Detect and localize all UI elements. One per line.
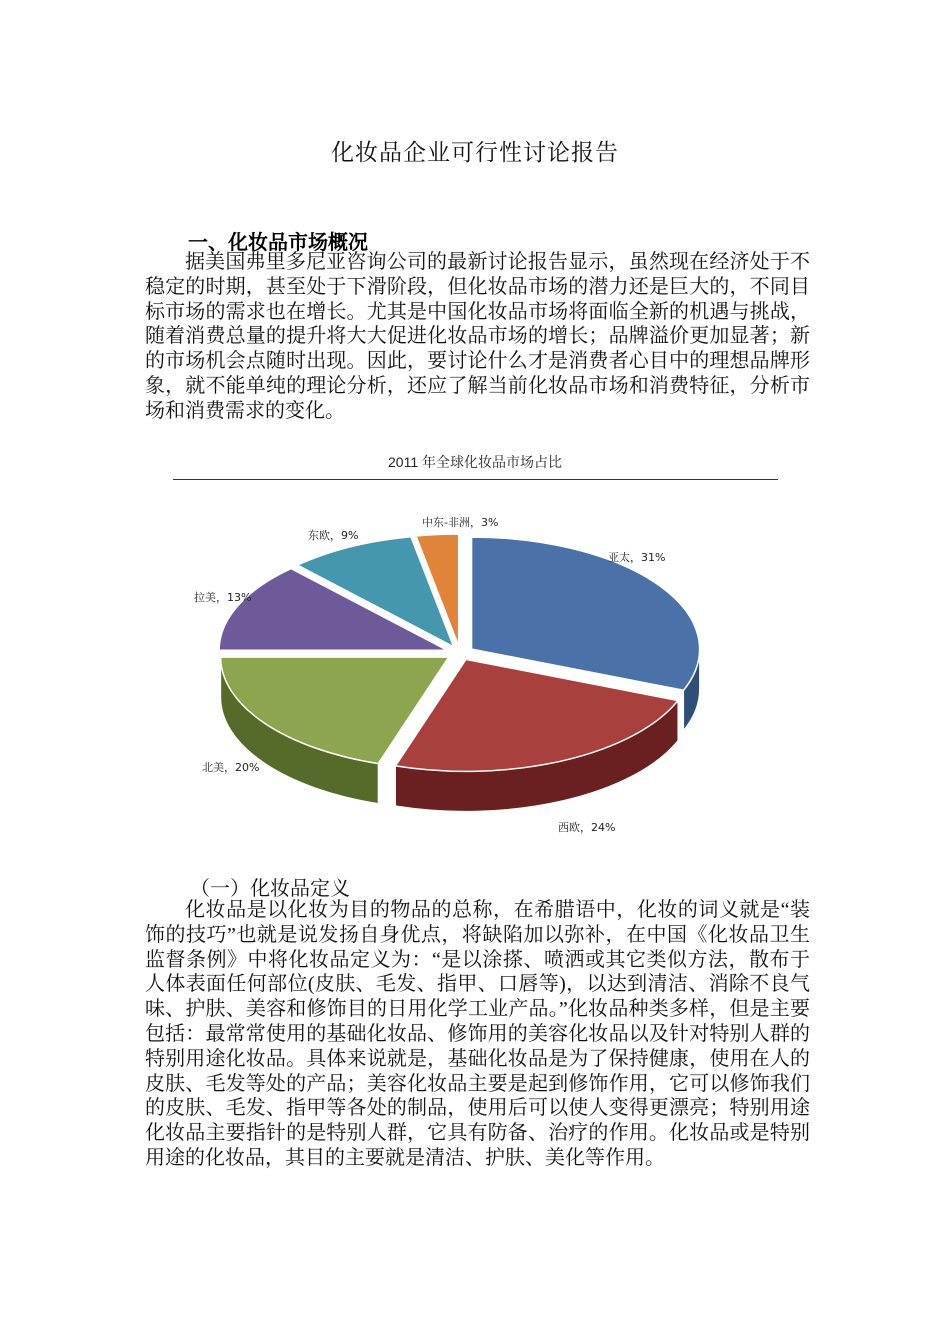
chart-title-rule: [173, 479, 778, 480]
slice-label: 东欧，9%: [308, 529, 359, 542]
slice-label: 西欧，24%: [558, 821, 616, 834]
document-title: 化妆品企业可行性讨论报告: [331, 139, 619, 165]
slice-label: 北美，20%: [202, 761, 260, 774]
chart-title: 2011 年全球化妆品市场占比: [388, 454, 562, 470]
slice-label: 拉美，13%: [194, 591, 252, 604]
slice-label: 中东-非洲，3%: [422, 516, 499, 529]
section-heading: 一、化妆品市场概况: [188, 232, 368, 254]
subsection-heading: （一）化妆品定义: [190, 878, 350, 900]
pie-chart: [170, 495, 780, 855]
section-paragraph: 据美国弗里多尼亚咨询公司的最新讨论报告显示，虽然现在经济处于不稳定的时期，甚至处于下滑阶段，但化妆品市场的潜力还是巨大的，不同目标市场的需求也在增长。尤其是中国化妆品市场将面临全新的机遇与挑战，随着消费总量的提升将大大促进化妆品市场的增长；品牌溢价更加显著；新的市场机会点随时出现。因此，要讨论什么才是消费者心目中的理想品牌形象，就不能单纯的理论分析，还应了解当前化妆品市场和消费特征，分析市场和消费需求的变化。: [145, 251, 810, 422]
slice-label: 亚太，31%: [608, 551, 666, 564]
subsection-paragraph: 化妆品是以化妆为目的物品的总称，在希腊语中，化妆的词义就是“装饰的技巧”也就是说发扬自身优点，将缺陷加以弥补，在中国《化妆品卫生监督条例》中将化妆品定义为：“是以涂搽、喷洒或其它类似方法，散布于人体表面任何部位(皮肤、毛发、指甲、口唇等)，以达到清洁、消除不良气味、护肤、美容和修饰目的日用化学工业产品。”化妆品种类多样，但是主要包括：最常常使用的基础化妆品、修饰用的美容化妆品以及针对特别人群的特别用途化妆品。具体来说就是，基础化妆品是为了保持健康，使用在人的皮肤、毛发等处的产品；美容化妆品主要是起到修饰作用，它可以修饰我们的皮肤、毛发、指甲等各处的制品，使用后可以使人变得更漂亮；特别用途化妆品主要指针的是特别人群，它具有防备、治疗的作用。化妆品或是特别用途的化妆品，其目的主要就是清洁、护肤、美化等作用。: [145, 899, 810, 1169]
